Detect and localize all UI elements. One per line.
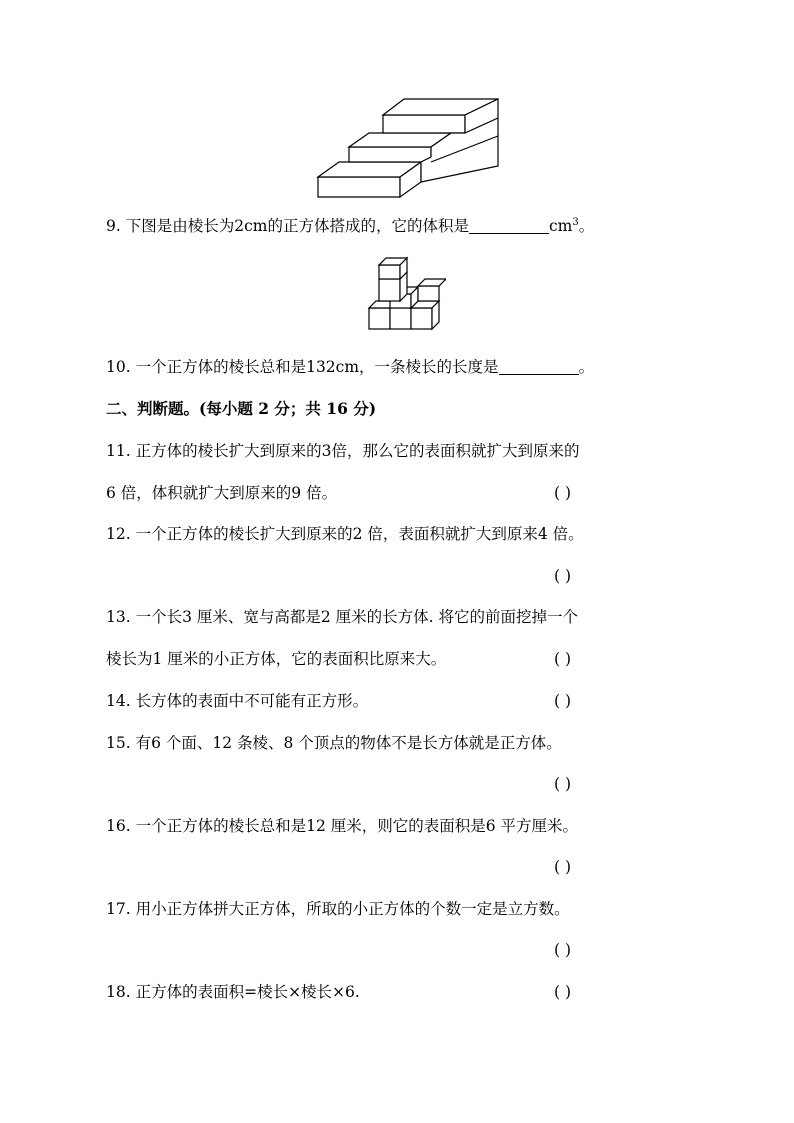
question-16-line1: 16. 一个正方体的棱长总和是12 厘米，则它的表面积是6 平方厘米。 bbox=[106, 817, 579, 835]
q9-prefix: 9. 下图是由棱长为 bbox=[106, 217, 235, 236]
q12-answer-paren[interactable]: ( ) bbox=[554, 567, 572, 585]
q10-prefix: 10. 一个正方体的棱长总和是 bbox=[106, 358, 307, 376]
question-14-line1: 14. 长方体的表面中不可能有正方形。 bbox=[106, 692, 369, 710]
q13-answer-paren[interactable]: ( ) bbox=[554, 650, 572, 668]
question-17-line1: 17. 用小正方体拼大正方体，所取的小正方体的个数一定是立方数。 bbox=[106, 900, 570, 918]
q18-answer-paren[interactable]: ( ) bbox=[554, 983, 572, 1001]
question-13-line2: 棱长为1 厘米的小正方体，它的表面积比原来大。 bbox=[106, 650, 447, 668]
question-11-line2: 6 倍，体积就扩大到原来的9 倍。 bbox=[106, 484, 338, 502]
cube-stack-figure bbox=[366, 256, 446, 332]
q9-value: 2cm bbox=[234, 217, 268, 236]
q16-answer-paren[interactable]: ( ) bbox=[554, 858, 572, 876]
section-2-title: 二、判断题。(每小题 2 分；共 16 分) bbox=[106, 399, 377, 418]
q17-answer-paren[interactable]: ( ) bbox=[554, 941, 572, 959]
q10-answer-blank[interactable] bbox=[499, 358, 579, 375]
q9-unit-exp: 3 bbox=[572, 217, 579, 228]
question-18-line1: 18. 正方体的表面积=棱长×棱长×6. bbox=[106, 983, 360, 1001]
question-9 bbox=[106, 213, 594, 236]
q10-value: 132cm bbox=[306, 358, 360, 376]
q9-middle: 的正方体搭成的，它的体积是 bbox=[267, 217, 469, 236]
question-12-line1: 12. 一个正方体的棱长扩大到原来的2 倍，表面积就扩大到原来4 倍。 bbox=[106, 525, 584, 543]
q15-answer-paren[interactable]: ( ) bbox=[554, 775, 572, 793]
q10-end: 。 bbox=[578, 358, 595, 376]
q11-answer-paren[interactable]: ( ) bbox=[554, 484, 572, 502]
question-11-line1: 11. 正方体的棱长扩大到原来的3倍，那么它的表面积就扩大到原来的 bbox=[106, 442, 580, 460]
question-13-line1: 13. 一个长3 厘米、宽与高都是2 厘米的长方体. 将它的前面挖掉一个 bbox=[106, 608, 579, 626]
staircase-figure bbox=[316, 96, 500, 200]
q10-middle: ，一条棱长的长度是 bbox=[359, 358, 499, 376]
q9-end: 。 bbox=[578, 217, 595, 236]
question-15-line1: 15. 有6 个面、12 条棱、8 个顶点的物体不是长方体就是正方体。 bbox=[106, 734, 562, 752]
q9-unit: cm bbox=[548, 217, 573, 236]
q9-answer-blank[interactable] bbox=[469, 217, 549, 234]
question-10 bbox=[106, 357, 594, 377]
q14-answer-paren[interactable]: ( ) bbox=[554, 692, 572, 710]
